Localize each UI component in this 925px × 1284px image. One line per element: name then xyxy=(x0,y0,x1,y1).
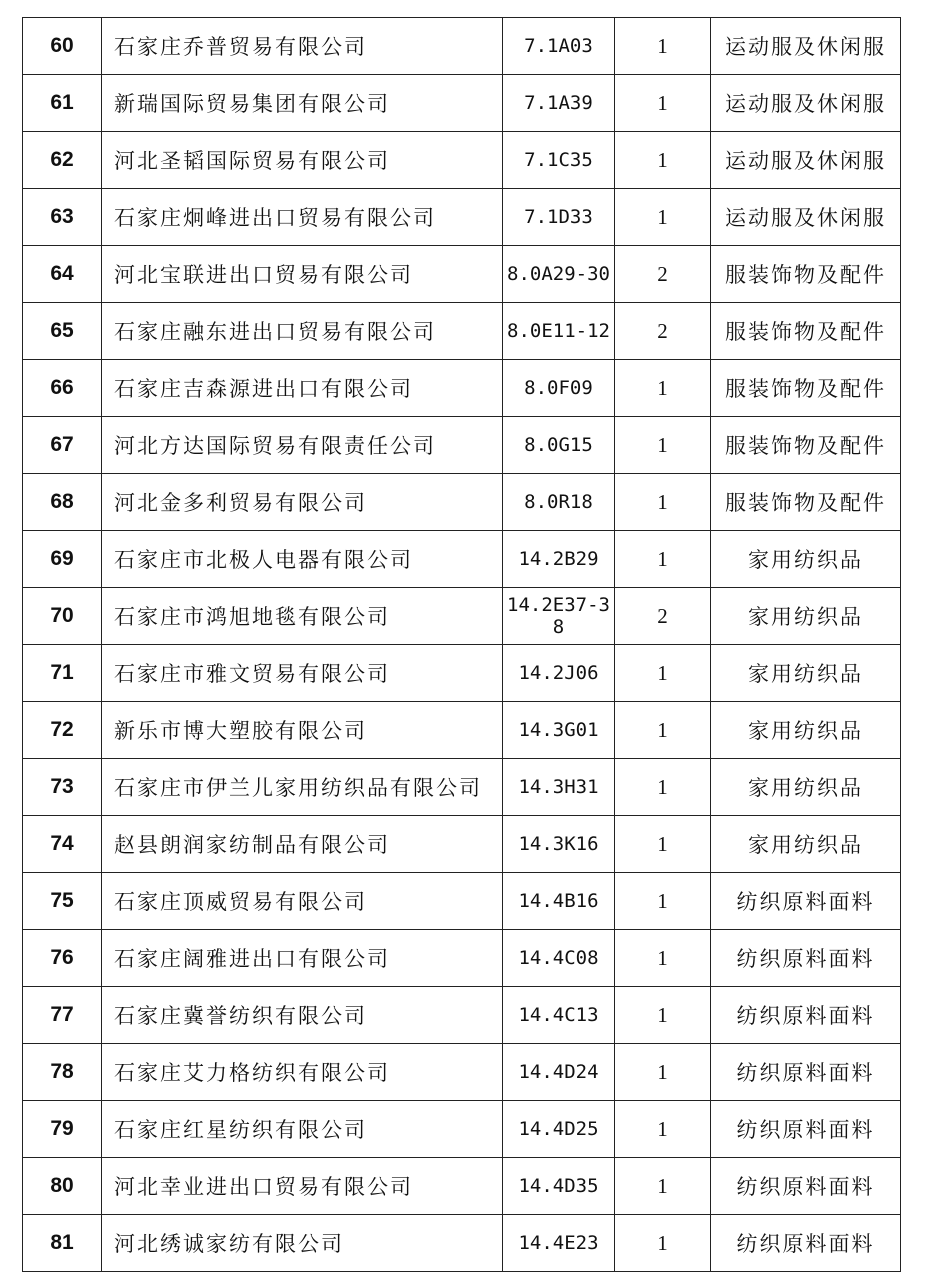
booth-number: 14.2J06 xyxy=(503,645,615,702)
exhibitor-table-page xyxy=(22,17,900,1272)
row-number: 74 xyxy=(23,816,102,873)
booth-number: 7.1D33 xyxy=(503,189,615,246)
table-row xyxy=(23,987,901,1044)
company-name: 河北宝联进出口贸易有限公司 xyxy=(102,246,503,303)
booth-count: 1 xyxy=(615,75,711,132)
booth-number: 14.2B29 xyxy=(503,531,615,588)
company-name: 石家庄顶威贸易有限公司 xyxy=(102,873,503,930)
table-row xyxy=(23,132,901,189)
row-number: 61 xyxy=(23,75,102,132)
booth-count: 1 xyxy=(615,18,711,75)
product-category: 服装饰物及配件 xyxy=(711,246,901,303)
company-name: 赵县朗润家纺制品有限公司 xyxy=(102,816,503,873)
table-row xyxy=(23,645,901,702)
company-name: 新乐市博大塑胶有限公司 xyxy=(102,702,503,759)
table-row xyxy=(23,18,901,75)
product-category: 服装饰物及配件 xyxy=(711,474,901,531)
row-number: 70 xyxy=(23,588,102,645)
product-category: 纺织原料面料 xyxy=(711,873,901,930)
booth-number: 14.3H31 xyxy=(503,759,615,816)
product-category: 运动服及休闲服 xyxy=(711,75,901,132)
table-row xyxy=(23,1215,901,1272)
table-row xyxy=(23,75,901,132)
row-number: 67 xyxy=(23,417,102,474)
booth-count: 1 xyxy=(615,132,711,189)
product-category: 运动服及休闲服 xyxy=(711,132,901,189)
company-name: 河北幸业进出口贸易有限公司 xyxy=(102,1158,503,1215)
booth-count: 2 xyxy=(615,246,711,303)
booth-number: 8.0R18 xyxy=(503,474,615,531)
booth-number: 7.1A39 xyxy=(503,75,615,132)
booth-count: 1 xyxy=(615,702,711,759)
company-name: 石家庄市鸿旭地毯有限公司 xyxy=(102,588,503,645)
booth-count: 1 xyxy=(615,417,711,474)
product-category: 家用纺织品 xyxy=(711,645,901,702)
booth-number: 8.0F09 xyxy=(503,360,615,417)
table-row xyxy=(23,1158,901,1215)
booth-number: 7.1A03 xyxy=(503,18,615,75)
booth-count: 1 xyxy=(615,987,711,1044)
booth-count: 1 xyxy=(615,1101,711,1158)
product-category: 家用纺织品 xyxy=(711,702,901,759)
row-number: 63 xyxy=(23,189,102,246)
row-number: 71 xyxy=(23,645,102,702)
company-name: 河北方达国际贸易有限责任公司 xyxy=(102,417,503,474)
booth-number: 14.3G01 xyxy=(503,702,615,759)
company-name: 石家庄炯峰进出口贸易有限公司 xyxy=(102,189,503,246)
booth-count: 1 xyxy=(615,816,711,873)
company-name: 石家庄阔雅进出口有限公司 xyxy=(102,930,503,987)
booth-count: 1 xyxy=(615,474,711,531)
booth-number: 14.4D25 xyxy=(503,1101,615,1158)
company-name: 石家庄红星纺织有限公司 xyxy=(102,1101,503,1158)
company-name: 石家庄市伊兰儿家用纺织品有限公司 xyxy=(102,759,503,816)
exhibitor-table xyxy=(22,17,901,1272)
company-name: 石家庄乔普贸易有限公司 xyxy=(102,18,503,75)
table-row xyxy=(23,702,901,759)
table-row xyxy=(23,1044,901,1101)
booth-count: 1 xyxy=(615,1158,711,1215)
company-name: 石家庄吉森源进出口有限公司 xyxy=(102,360,503,417)
product-category: 服装饰物及配件 xyxy=(711,303,901,360)
company-name: 石家庄冀誉纺织有限公司 xyxy=(102,987,503,1044)
booth-count: 2 xyxy=(615,303,711,360)
product-category: 纺织原料面料 xyxy=(711,987,901,1044)
product-category: 家用纺织品 xyxy=(711,531,901,588)
row-number: 72 xyxy=(23,702,102,759)
product-category: 服装饰物及配件 xyxy=(711,417,901,474)
booth-count: 1 xyxy=(615,645,711,702)
table-body xyxy=(23,18,901,1272)
booth-number: 14.4E23 xyxy=(503,1215,615,1272)
row-number: 77 xyxy=(23,987,102,1044)
row-number: 81 xyxy=(23,1215,102,1272)
product-category: 运动服及休闲服 xyxy=(711,18,901,75)
table-row xyxy=(23,1101,901,1158)
company-name: 河北绣诚家纺有限公司 xyxy=(102,1215,503,1272)
row-number: 75 xyxy=(23,873,102,930)
company-name: 石家庄融东进出口贸易有限公司 xyxy=(102,303,503,360)
row-number: 76 xyxy=(23,930,102,987)
row-number: 79 xyxy=(23,1101,102,1158)
table-row xyxy=(23,531,901,588)
booth-count: 1 xyxy=(615,189,711,246)
booth-number: 14.3K16 xyxy=(503,816,615,873)
company-name: 石家庄艾力格纺织有限公司 xyxy=(102,1044,503,1101)
row-number: 73 xyxy=(23,759,102,816)
table-row xyxy=(23,759,901,816)
row-number: 66 xyxy=(23,360,102,417)
table-row xyxy=(23,189,901,246)
company-name: 河北金多利贸易有限公司 xyxy=(102,474,503,531)
row-number: 65 xyxy=(23,303,102,360)
product-category: 纺织原料面料 xyxy=(711,1158,901,1215)
row-number: 62 xyxy=(23,132,102,189)
company-name: 石家庄市北极人电器有限公司 xyxy=(102,531,503,588)
product-category: 家用纺织品 xyxy=(711,588,901,645)
booth-number: 7.1C35 xyxy=(503,132,615,189)
product-category: 纺织原料面料 xyxy=(711,1215,901,1272)
row-number: 64 xyxy=(23,246,102,303)
company-name: 石家庄市雅文贸易有限公司 xyxy=(102,645,503,702)
product-category: 运动服及休闲服 xyxy=(711,189,901,246)
booth-number: 14.4D24 xyxy=(503,1044,615,1101)
booth-count: 1 xyxy=(615,873,711,930)
booth-number: 14.2E37-38 xyxy=(503,588,615,645)
row-number: 60 xyxy=(23,18,102,75)
company-name: 新瑞国际贸易集团有限公司 xyxy=(102,75,503,132)
row-number: 80 xyxy=(23,1158,102,1215)
booth-number: 14.4C13 xyxy=(503,987,615,1044)
booth-number: 14.4C08 xyxy=(503,930,615,987)
table-row xyxy=(23,588,901,645)
company-name: 河北圣韬国际贸易有限公司 xyxy=(102,132,503,189)
booth-number: 8.0A29-30 xyxy=(503,246,615,303)
booth-number: 14.4B16 xyxy=(503,873,615,930)
row-number: 69 xyxy=(23,531,102,588)
booth-count: 1 xyxy=(615,531,711,588)
booth-count: 1 xyxy=(615,1044,711,1101)
booth-count: 2 xyxy=(615,588,711,645)
product-category: 家用纺织品 xyxy=(711,759,901,816)
table-row xyxy=(23,303,901,360)
product-category: 纺织原料面料 xyxy=(711,1044,901,1101)
table-row xyxy=(23,246,901,303)
table-row xyxy=(23,930,901,987)
table-row xyxy=(23,816,901,873)
product-category: 服装饰物及配件 xyxy=(711,360,901,417)
product-category: 家用纺织品 xyxy=(711,816,901,873)
row-number: 78 xyxy=(23,1044,102,1101)
table-row xyxy=(23,360,901,417)
booth-count: 1 xyxy=(615,360,711,417)
table-row xyxy=(23,474,901,531)
product-category: 纺织原料面料 xyxy=(711,930,901,987)
booth-number: 14.4D35 xyxy=(503,1158,615,1215)
product-category: 纺织原料面料 xyxy=(711,1101,901,1158)
booth-count: 1 xyxy=(615,1215,711,1272)
booth-number: 8.0G15 xyxy=(503,417,615,474)
booth-count: 1 xyxy=(615,759,711,816)
booth-number: 8.0E11-12 xyxy=(503,303,615,360)
table-row xyxy=(23,417,901,474)
table-row xyxy=(23,873,901,930)
row-number: 68 xyxy=(23,474,102,531)
booth-count: 1 xyxy=(615,930,711,987)
